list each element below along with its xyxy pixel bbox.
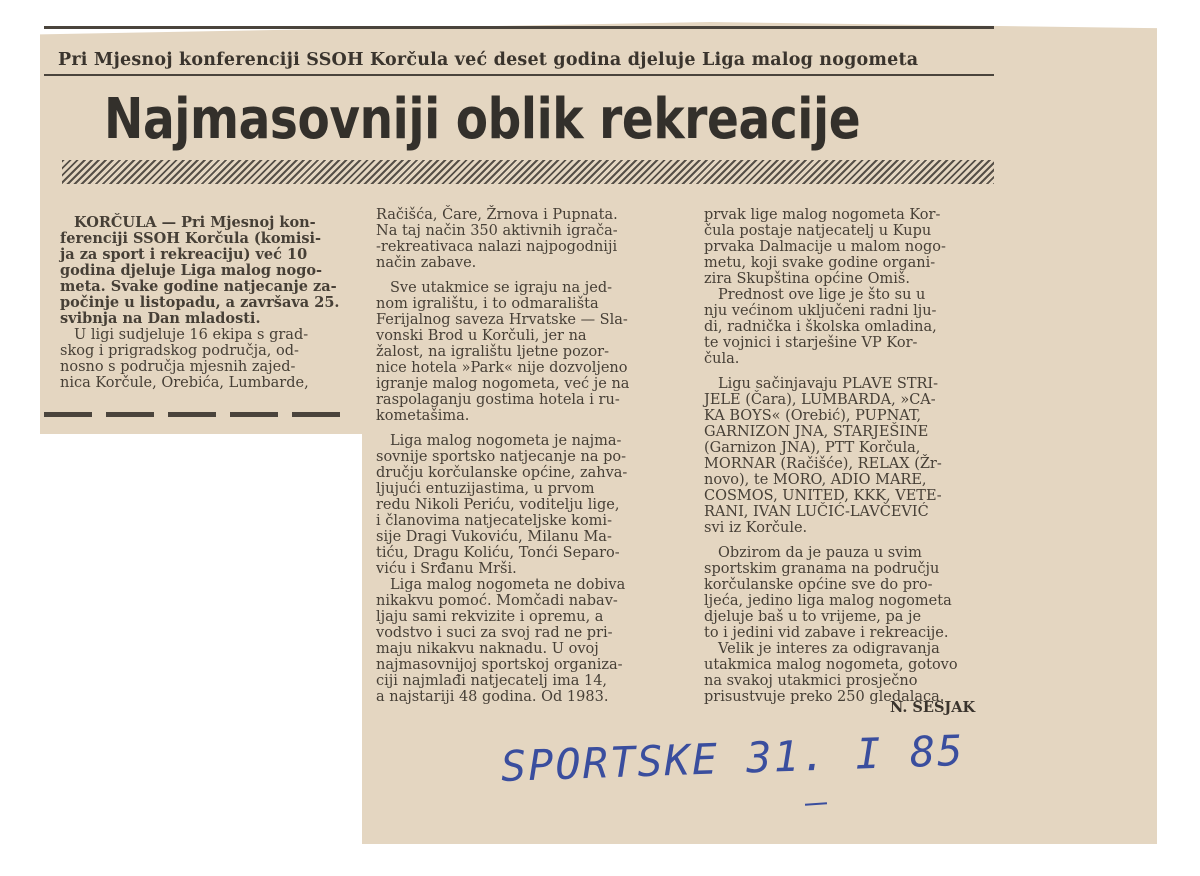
kicker-line: Pri Mjesnoj konferenciji SSOH Korčula već deset godina djeluje Liga malog nogometa (58, 50, 919, 70)
col1-line: skog i prigradskog područja, od- (60, 343, 299, 359)
col3-line: te vojnici i starješine VP Kor- (704, 335, 918, 351)
column-3 (704, 207, 992, 705)
col1-line: svibnja na Dan mladosti. (60, 310, 261, 327)
col1-line: meta. Svake godine natjecanje za- (60, 278, 337, 295)
col3-line: prvaka Dalmacije u malom nogo- (704, 239, 946, 255)
col2-line: i članovima natjecateljske komi- (376, 513, 612, 529)
headline: Najmasovniji oblik rekreacije (104, 87, 861, 152)
col3-line: Obzirom da je pauza u svim (718, 545, 922, 561)
col2-line: Na taj način 350 aktivnih igrača- (376, 223, 618, 239)
col3-line: KA BOYS« (Orebić), PUPNAT, (704, 408, 922, 424)
col3-line: zira Skupština općine Omiš. (704, 271, 910, 287)
col3-line: prisustvuje preko 250 gledalaca. (704, 689, 945, 705)
col3-line: novo), te MORO, ADIO MARE, (704, 472, 927, 488)
col3-line: korčulanske općine sve do pro- (704, 577, 933, 593)
author-signature: N. SESJAK (890, 699, 976, 716)
col2-line: raspolaganju gostima hotela i ru- (376, 392, 620, 408)
col2-line: Račišća, Čare, Žrnova i Pupnata. (376, 207, 618, 223)
col1-line: godina djeluje Liga malog nogo- (60, 262, 323, 279)
column-2 (376, 207, 676, 705)
col3-line: MORNAR (Račišće), RELAX (Žr- (704, 456, 942, 472)
col1-line: nica Korčule, Orebića, Lumbarde, (60, 375, 309, 391)
col3-line: djeluje baš u to vrijeme, pa je (704, 609, 922, 625)
col2-line: nom igralištu, i to odmarališta (376, 296, 599, 312)
col1-line: ja za sport i rekreaciju) već 10 (60, 246, 308, 263)
col2-line: Sve utakmice se igraju na jed- (390, 280, 613, 296)
col2-line: sovnije sportsko natjecanje na po- (376, 449, 626, 465)
col3-line: JELE (Čara), LUMBARDA, »CA- (704, 392, 936, 408)
col3-line: metu, koji svake godine organi- (704, 255, 936, 271)
col3-line: prvak lige malog nogometa Kor- (704, 207, 941, 223)
col2-line: vonski Brod u Korčuli, jer na (376, 328, 587, 344)
col3-line: Prednost ove lige je što su u (718, 287, 926, 303)
col3-line: ljeća, jedino liga malog nogometa (704, 593, 952, 609)
col2-line: sije Dragi Vukoviću, Milanu Ma- (376, 529, 612, 545)
col2-line: ciji najmlađi natjecatelj ima 14, (376, 673, 608, 689)
col3-line: GARNIZON JNA, STARJEŠINE (704, 424, 929, 440)
col3-line: COSMOS, UNITED, KKK, VETE- (704, 488, 942, 504)
col2-line: način zabave. (376, 255, 477, 271)
dashed-rule (44, 412, 354, 417)
col1-line: U ligi sudjeluje 16 ekipa s grad- (74, 327, 309, 343)
col3-line: svi iz Korčule. (704, 520, 808, 536)
col3-line: čula. (704, 351, 740, 367)
col2-line: redu Nikoli Periću, voditelju lige, (376, 497, 620, 513)
col3-line: utakmica malog nogometa, gotovo (704, 657, 958, 673)
col2-line: maju nikakvu naknadu. U ovoj (376, 641, 599, 657)
col3-line: to i jedini vid zabave i rekreacije. (704, 625, 949, 641)
col3-line: nju većinom uključeni radni lju- (704, 303, 937, 319)
col1-line: počinje u listopadu, a završava 25. (60, 294, 340, 311)
col3-line: Ligu sačinjavaju PLAVE STRI- (718, 376, 939, 392)
col1-line: nosno s područja mjesnih zajed- (60, 359, 296, 375)
column-1 (60, 215, 350, 391)
col2-line: najmasovnijoj sportskoj organiza- (376, 657, 623, 673)
col2-line: -rekreativaca nalazi najpogodniji (376, 239, 618, 255)
col1-line: ferenciji SSOH Korčula (komisi- (60, 230, 322, 247)
col2-line: ljaju sami rekvizite i opremu, a (376, 609, 604, 625)
col2-line: viću i Srđanu Mrši. (376, 561, 517, 577)
col2-line: vodstvo i suci za svoj rad ne pri- (376, 625, 613, 641)
hatched-divider (62, 160, 994, 184)
kicker-rule (44, 74, 994, 76)
col3-line: sportskim granama na području (704, 561, 940, 577)
col2-line: Liga malog nogometa je najma- (390, 433, 622, 449)
col2-line: dručju korčulanske općine, zahva- (376, 465, 628, 481)
col2-line: a najstariji 48 godina. Od 1983. (376, 689, 609, 705)
col2-line: tiću, Dragu Koliću, Tonći Separo- (376, 545, 620, 561)
col3-line: na svakoj utakmici prosječno (704, 673, 918, 689)
col3-line: di, radnička i školska omladina, (704, 319, 937, 335)
col3-line: (Garnizon JNA), PTT Korčula, (704, 440, 921, 456)
col2-line: kometašima. (376, 408, 470, 424)
handwritten-date-note: SPORTSKE 31. I 85 (500, 725, 966, 791)
col2-line: nice hotela »Park« nije dozvoljeno (376, 360, 628, 376)
col2-line: žalost, na igralištu ljetne pozor- (376, 344, 609, 360)
col3-line: čula postaje natjecatelj u Kupu (704, 223, 932, 239)
col2-line: nikakvu pomoć. Momčadi nabav- (376, 593, 618, 609)
col2-line: Ferijalnog saveza Hrvatske — Sla- (376, 312, 628, 328)
col3-line: Velik je interes za odigravanja (718, 641, 940, 657)
top-rule (44, 26, 994, 29)
col2-line: igranje malog nogometa, već je na (376, 376, 630, 392)
col2-line: Liga malog nogometa ne dobiva (390, 577, 626, 593)
col1-line: KORČULA — Pri Mjesnoj kon- (74, 214, 316, 231)
col2-line: ljujući entuzijastima, u prvom (376, 481, 595, 497)
col3-line: RANI, IVAN LUČIĆ-LAVČEVIĆ (704, 504, 929, 520)
